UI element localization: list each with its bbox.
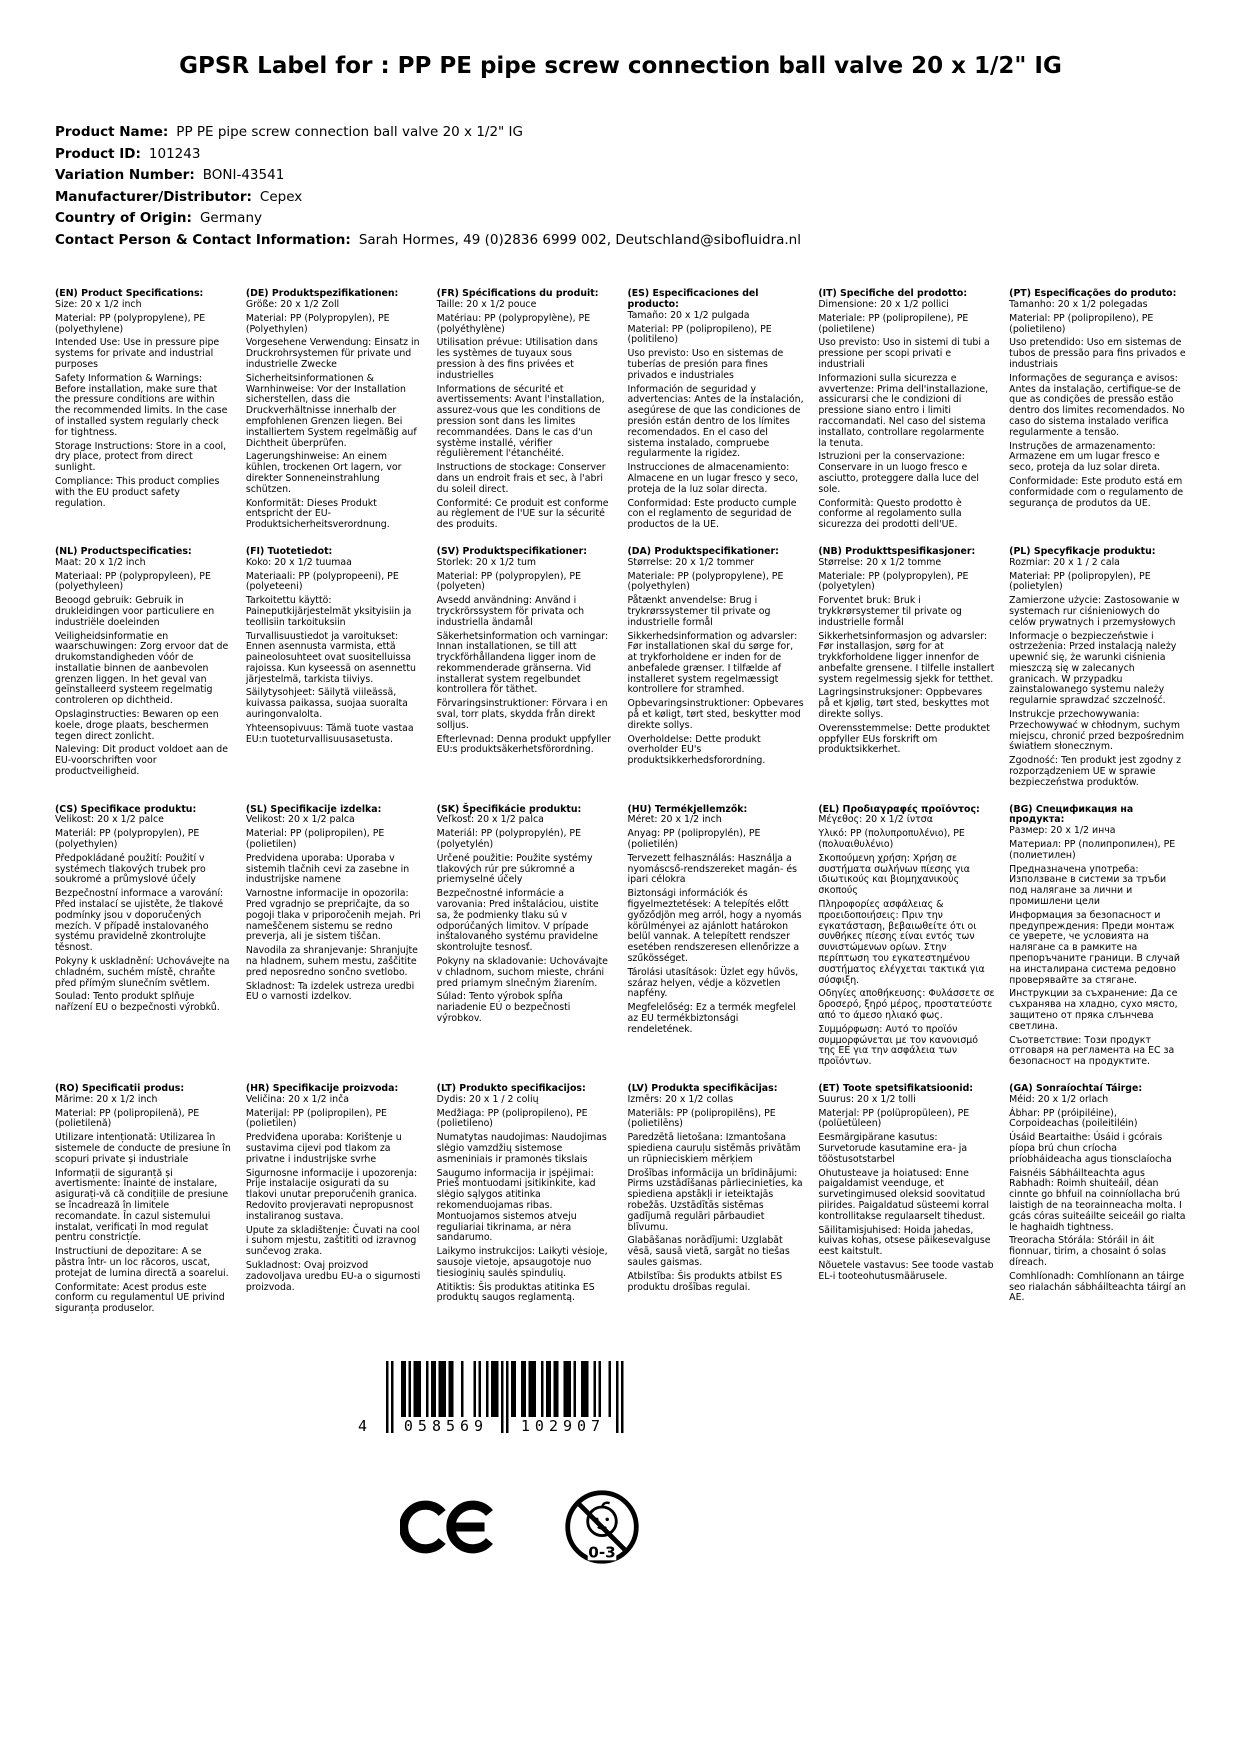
spec-paragraph: Sigurnosne informacije i upozorenja: Prije instalacije osigurati da su tlakovi unutar preporučenih granica. Redovito provjeravati nepropusnost instaliranog sustava. bbox=[245, 1167, 418, 1222]
spec-paragraph: Materiale: PP (polypropylene), PE (polyethylen) bbox=[627, 570, 784, 593]
spec-paragraph: Tarkoitettu käyttö: Paineputkijärjestelmät yksityisiin ja teollisiin tarkoituksiin bbox=[245, 595, 412, 628]
spec-paragraph: Material: PP (polipropileno), PE (polietileno) bbox=[1009, 312, 1154, 335]
spec-paragraph: Atitiktis: Šis produktas atitinka ES produktų saugos reglamentą. bbox=[436, 1281, 595, 1304]
spec-cell-lt bbox=[437, 1084, 614, 1331]
spec-paragraph: Zamierzone użycie: Zastosowanie w systemach rur ciśnieniowych do celów prywatnych i przemysłowych bbox=[1009, 595, 1180, 628]
spec-paragraph: Materiál: PP (polypropylen), PE (polyethylen) bbox=[55, 828, 200, 851]
info-row bbox=[55, 187, 1186, 209]
spec-header: (EL) Προδιαγραφές προϊόντος: bbox=[818, 803, 980, 815]
spec-paragraph: Material: PP (polipropilenă), PE (polietilenă) bbox=[55, 1107, 200, 1130]
spec-paragraph: Glabāšanas norādījumi: Uzglabāt vēsā, sausā vietā, sargāt no tiešas saules gaismas. bbox=[627, 1235, 790, 1268]
info-field-value: PP PE pipe screw connection ball valve 20 x 1/2" IG bbox=[176, 124, 523, 141]
spec-paragraph: Sikkerhedsinformation og advarsler: Før installationen skal du sørge for, at trykforholdene er inden for de anbefalede grænser. I tilfælde af installeret system regelmæssigt kontrollere for stramhed. bbox=[627, 630, 798, 696]
barcode-right-group: 102907 bbox=[520, 1416, 606, 1435]
spec-paragraph: Инструкции за съхранение: Да се съхранява на хладно, сухо място, защитено от пряка слънчева светлина. bbox=[1009, 988, 1178, 1032]
spec-paragraph: Uso previsto: Uso en sistemas de tuberías de presión para fines privados e industriales bbox=[627, 348, 784, 381]
spec-paragraph: Sicherheitsinformationen & Warnhinweise: Vor der Installation sicherstellen, dass die Druckverhältnisse innerhalb der empfohlenen Grenzen liegen. Bei installiertem System regelmäßig auf Dichtheit überprüfen. bbox=[245, 372, 417, 449]
spec-paragraph: Treoracha Stórála: Stóráil in áit fionnuar, tirim, a chosaint ó solas díreach. bbox=[1009, 1235, 1166, 1268]
page-title: GPSR Label for : PP PE pipe screw connection ball valve 20 x 1/2" IG bbox=[179, 53, 1062, 79]
spec-paragraph: Pokyny k uskladnění: Uchovávejte na chladném, suchém místě, chraňte před přímým slunečním světlem. bbox=[55, 956, 230, 989]
spec-paragraph: Materjal: PP (polüpropüleen), PE (polüetüleen) bbox=[818, 1107, 970, 1130]
spec-cell-en bbox=[55, 289, 232, 547]
spec-cell-ga bbox=[1009, 1084, 1186, 1331]
spec-paragraph: Veličina: 20 x 1/2 inča bbox=[245, 1093, 350, 1105]
footer-marks bbox=[400, 1487, 1241, 1567]
spec-paragraph: Materiale: PP (polypropylen), PE (polyetylen) bbox=[818, 570, 969, 593]
spec-paragraph: Overensstemmelse: Dette produktet oppfyller EUs forskrift om produktsikkerhet. bbox=[818, 722, 990, 756]
spec-paragraph: Forventet bruk: Bruk i trykkrørsystemer til private og industrielle formål bbox=[818, 595, 962, 628]
spec-paragraph: Naleving: Dit product voldoet aan de EU-voorschriften voor productveiligheid. bbox=[55, 744, 228, 778]
spec-paragraph: Материал: PP (полипропилен), PE (полиетилен) bbox=[1009, 839, 1176, 861]
spec-paragraph: Material: PP (polypropylene), PE (polyethylene) bbox=[55, 312, 206, 335]
spec-paragraph: Instructiuni de depozitare: A se păstra într- un loc răcoros, uscat, protejat de lumina directă a soarelui. bbox=[55, 1246, 229, 1279]
spec-paragraph: Bezpečnostní informace a varování: Před instalací se ujistěte, že tlakové podmínky jsou v doporučených mezích. V případě instalovaného systému pravidelně zkontrolujte těsnost. bbox=[55, 888, 224, 954]
spec-cell-fr bbox=[437, 289, 614, 547]
spec-paragraph: Material: PP (Polypropylen), PE (Polyethylen) bbox=[245, 312, 390, 335]
spec-paragraph: Laikymo instrukcijos: Laikyti vėsioje, sausoje vietoje, apsaugotoje nuo tiesioginių saulės spindulių. bbox=[436, 1246, 608, 1279]
spec-paragraph: Bezpečnostné informácie a varovania: Pred inštaláciou, uistite sa, že podmienky tlaku sú v odporúčaných limitov. V prípade inštalovaného systému pravidelne skontrolujte tesnosť. bbox=[436, 888, 599, 954]
baby-face-icon bbox=[588, 1507, 617, 1536]
spec-paragraph: Veiligheidsinformatie en waarschuwingen: Zorg ervoor dat de drukomstandigheden vóór de installatie binnen de aanbevolen grenzen liggen. In het geval van geïnstalleerd systeem regelmatig controleren op dichtheid. bbox=[55, 630, 229, 707]
spec-paragraph: Tamanho: 20 x 1/2 polegadas bbox=[1009, 298, 1148, 310]
spec-paragraph: Materiał: PP (polipropylen), PE (polietylen) bbox=[1009, 570, 1151, 593]
spec-paragraph: Size: 20 x 1/2 inch bbox=[55, 298, 142, 310]
spec-paragraph: Μέγεθος: 20 x 1/2 ίντσα bbox=[818, 814, 933, 826]
specs-grid bbox=[55, 289, 1186, 1331]
spec-paragraph: Opbevaringsinstruktioner: Opbevares på et køligt, tørt sted, beskytter mod direkte sollys. bbox=[627, 698, 804, 731]
spec-paragraph: Información de seguridad y advertencias: Antes de la instalación, asegúrese de que las condiciones de presión están dentro de los límites recomendados. En el caso del sistema instalado, compruebe regularmente la rigidez. bbox=[627, 383, 804, 460]
info-field-label: Product ID: bbox=[55, 145, 141, 162]
spec-paragraph: Информация за безопасност и предупреждения: Преди монтаж се уверете, че условията на налягане са в рамките на препоръчаните граници. В случай на инсталирана система редовно проверявайте за стягане. bbox=[1009, 909, 1180, 986]
spec-paragraph: Drošības informācija un brīdinājumi: Pirms uzstādīšanas pārliecinieties, ka spiediena apstākļi ir ieteiktajās robežās. Uzstādītās sistēmas gadījumā regulāri pārbaudiet blīvumu. bbox=[627, 1167, 803, 1233]
spec-header: (HU) Termékjellemzők: bbox=[627, 803, 748, 815]
info-field-value: 101243 bbox=[148, 145, 201, 162]
spec-header: (BG) Спецификация на продукта: bbox=[1009, 803, 1134, 826]
spec-paragraph: Material: PP (polipropilen), PE (polietilen) bbox=[245, 828, 385, 851]
spec-paragraph: Faisnéis Sábháilteachta agus Rabhadh: Roimh shuiteáil, déan cinnte go bhfuil na coinníollacha brú laistigh de na teorainneacha molta. I gcás córas suiteáilte seiceáil go rialta le haghaidh tightness. bbox=[1009, 1167, 1186, 1233]
spec-header: (NL) Productspecificaties: bbox=[55, 545, 192, 557]
info-row bbox=[55, 122, 1186, 144]
barcode bbox=[358, 1361, 624, 1441]
spec-cell-sv bbox=[437, 547, 614, 805]
spec-cell-da bbox=[627, 547, 804, 805]
spec-paragraph: Varnostne informacije in opozorila: Pred vgradnjo se prepričajte, da so pogoji tlaka v priporočenih mejah. Pri nameščenem sistemu se redno preverja, ali je sistem tiščan. bbox=[245, 888, 421, 943]
spec-paragraph: Materijal: PP (polipropilen), PE (polietilen) bbox=[245, 1107, 387, 1130]
spec-cell-nl bbox=[55, 547, 232, 805]
spec-header: (CS) Specifikace produktu: bbox=[55, 803, 197, 815]
info-field-value: Cepex bbox=[259, 188, 303, 205]
spec-paragraph: Yhteensopivuus: Tämä tuote vastaa EU:n tuoteturvallisuusasetusta. bbox=[245, 722, 414, 745]
spec-cell-nb bbox=[818, 547, 995, 805]
spec-paragraph: Atbilstība: Šis produkts atbilst ES produktu drošības regulai. bbox=[627, 1270, 783, 1293]
spec-paragraph: Størrelse: 20 x 1/2 tommer bbox=[627, 556, 755, 568]
spec-paragraph: Größe: 20 x 1/2 Zoll bbox=[245, 298, 340, 310]
spec-paragraph: Konformität: Dieses Produkt entspricht der EU-Produktsicherheitsverordnung. bbox=[245, 497, 390, 531]
spec-header: (SK) Špecifikácie produktu: bbox=[436, 803, 582, 815]
spec-paragraph: Compliance: This product complies with the EU product safety regulation. bbox=[55, 475, 220, 509]
spec-paragraph: Sikkerhetsinformasjon og advarsler: Før installasjon, sørg for at trykkforholdene ligger innenfor de anbefalte grensene. I tilfelle installert system regelmessig sjekk for tetthet. bbox=[818, 630, 995, 685]
spec-header: (GA) Sonraíochtaí Táirge: bbox=[1009, 1082, 1143, 1094]
spec-header: (PT) Especificações do produto: bbox=[1009, 288, 1177, 300]
spec-paragraph: Conformidad: Este producto cumple con el reglamento de seguridad de productos de la UE. bbox=[627, 497, 797, 531]
info-field-label: Contact Person & Contact Information: bbox=[55, 231, 351, 248]
spec-paragraph: Conformidade: Este produto está em conformidade com o regulamento de segurança de produtos da UE. bbox=[1009, 475, 1184, 509]
spec-paragraph: Ohutusteave ja hoiatused: Enne paigaldamist veenduge, et survetingimused oleksid soovitatud piirides. Paigaldatud süsteemi korral kontrollitakse regulaarselt tihedust. bbox=[818, 1167, 989, 1222]
spec-paragraph: Predviđena uporaba: Korištenje u sustavima cijevi pod tlakom za privatne i industrijske svrhe bbox=[245, 1132, 402, 1165]
spec-header: (HR) Specifikacije proizvoda: bbox=[245, 1082, 399, 1094]
spec-paragraph: Informacje o bezpieczeństwie i ostrzeżenia: Przed instalacją należy upewnić się, że warunki ciśnienia mieszczą się w zalecanych granicach. W przypadku zainstalowanego systemu należy regularnie sprawdzać szczelność. bbox=[1009, 630, 1177, 707]
info-field-label: Product Name: bbox=[55, 124, 169, 141]
spec-header: (SL) Specifikacije izdelka: bbox=[245, 803, 382, 815]
spec-paragraph: Lagringsinstruksjoner: Oppbevares på et kjølig, tørt sted, beskyttes mot direkte sollys. bbox=[818, 687, 990, 721]
spec-paragraph: Uso previsto: Uso in sistemi di tubi a pressione per scopi privati e industriali bbox=[818, 337, 990, 370]
spec-cell-hr bbox=[246, 1084, 423, 1331]
spec-paragraph: Συμμόρφωση: Αυτό το προϊόν συμμορφώνεται με τον κανονισμό της ΕΕ για την ασφάλεια των προϊόντων. bbox=[818, 1023, 978, 1068]
spec-cell-de bbox=[246, 289, 423, 547]
spec-paragraph: Instrucciones de almacenamiento: Almacene en un lugar fresco y seco, proteja de la luz solar directa. bbox=[627, 462, 799, 495]
spec-paragraph: Utilisation prévue: Utilisation dans les systèmes de tuyaux sous pression à des fins privées et industrielles bbox=[436, 337, 598, 381]
spec-header: (FR) Spécifications du produit: bbox=[436, 288, 599, 300]
spec-paragraph: Taille: 20 x 1/2 pouce bbox=[436, 298, 537, 310]
spec-header: (ES) Especificaciones del producto: bbox=[627, 288, 759, 310]
spec-paragraph: Comhlíonadh: Comhlíonann an táirge seo rialachán sábháilteachta táirgí an AE. bbox=[1009, 1270, 1186, 1304]
spec-cell-ro bbox=[55, 1084, 232, 1331]
spec-paragraph: Biztonsági információk és figyelmeztetések: A telepítés előtt győződjön meg arról, hogy a nyomás körülményei az ajánlott határokon belül vannak. A telepített rendszer esetében rendszeresen ellenőrizze a szűkösséget. bbox=[627, 888, 802, 965]
info-field-label: Manufacturer/Distributor: bbox=[55, 188, 252, 205]
spec-paragraph: Størrelse: 20 x 1/2 tomme bbox=[818, 556, 942, 568]
spec-header: (LV) Produkta specifikācijas: bbox=[627, 1082, 778, 1094]
spec-paragraph: Säilitamisjuhised: Hoida jahedas, kuivas kohas, otsese päikesevalguse eest kaitstult. bbox=[818, 1224, 991, 1258]
spec-paragraph: Úsáid Beartaithe: Úsáid i gcórais píopa brú chun críocha príobháideacha agus tionsclaíocha bbox=[1009, 1132, 1172, 1165]
spec-paragraph: Numatytas naudojimas: Naudojimas slėgio vamzdžių sistemose asmeniniais ir pramonės tikslais bbox=[436, 1132, 607, 1165]
spec-paragraph: Anyag: PP (polipropylén), PE (polietilén) bbox=[627, 828, 761, 851]
spec-paragraph: Påtænkt anvendelse: Brug i trykrørssystemer til private og industrielle formål bbox=[627, 595, 771, 628]
spec-paragraph: Предназначена употреба: Използване в системи за тръби под налягане за лични и промишлени цели bbox=[1009, 863, 1167, 908]
spec-paragraph: Säilytysohjeet: Säilytä viileässä, kuivassa paikassa, suojaa suoralta auringonvalolta. bbox=[245, 687, 408, 721]
spec-paragraph: Lagerungshinweise: An einem kühlen, trockenen Ort lagern, vor direkter Sonneneinstrahlung schützen. bbox=[245, 451, 402, 495]
spec-paragraph: Suurus: 20 x 1/2 tolli bbox=[818, 1093, 916, 1105]
spec-cell-pl bbox=[1009, 547, 1186, 805]
spec-paragraph: Οδηγίες αποθήκευσης: Φυλάσσετε σε δροσερό, ξηρό μέρος, προστατεύστε από το άμεσο ηλιακό φως. bbox=[818, 988, 995, 1021]
spec-paragraph: Ábhar: PP (próipiléine), Corpoideachas (poileitiléin) bbox=[1009, 1107, 1138, 1130]
spec-header: (DA) Produktspecifikationer: bbox=[627, 545, 779, 557]
spec-paragraph: Tamaño: 20 x 1/2 pulgada bbox=[627, 309, 750, 321]
age-range-label: 0-3 bbox=[588, 1543, 616, 1562]
spec-cell-hu bbox=[627, 805, 804, 1084]
spec-header: (SV) Produktspecifikationer: bbox=[436, 545, 588, 557]
spec-cell-it bbox=[818, 289, 995, 547]
spec-paragraph: Koko: 20 x 1/2 tuumaa bbox=[245, 556, 352, 568]
spec-paragraph: Soulad: Tento produkt splňuje nařízení EU o bezpečnosti výrobků. bbox=[55, 991, 220, 1014]
spec-paragraph: Istruzioni per la conservazione: Conservare in un luogo fresco e asciutto, proteggere dalla luce del sole. bbox=[818, 451, 979, 495]
spec-paragraph: Megfelelőség: Ez a termék megfelel az EU termékbiztonsági rendeletének. bbox=[627, 1002, 796, 1035]
spec-header: (IT) Specifiche del prodotto: bbox=[818, 288, 968, 300]
spec-cell-cs bbox=[55, 805, 232, 1084]
info-row bbox=[55, 165, 1186, 187]
spec-paragraph: Instruções de armazenamento: Armazene em um lugar fresco e seco, proteja da luz solar direta. bbox=[1009, 440, 1161, 474]
spec-paragraph: Veľkosť: 20 x 1/2 palca bbox=[436, 814, 544, 826]
spec-paragraph: Storlek: 20 x 1/2 tum bbox=[436, 556, 537, 568]
spec-paragraph: Upute za skladištenje: Čuvati na cool i suhom mjestu, zaštititi od izravnog sunčevog zraka. bbox=[245, 1224, 420, 1258]
spec-paragraph: Informații de siguranță și avertismente: Înainte de instalare, asigurați-vă că condițiile de presiune se încadrează în limitele recomandate. În cazul sistemului instalat, verificați în mod regulat pentru constricție. bbox=[55, 1167, 229, 1244]
spec-paragraph: Safety Information & Warnings: Before installation, make sure that the pressure conditions are within the recommended limits. In the case of installed system regularly check for tightness. bbox=[55, 372, 228, 438]
spec-paragraph: Vorgesehene Verwendung: Einsatz in Druckrohrsystemen für private und industrielle Zwecke bbox=[245, 337, 420, 370]
spec-paragraph: Rozmiar: 20 x 1 / 2 cala bbox=[1009, 556, 1120, 568]
spec-paragraph: Skladnost: Ta izdelek ustreza uredbi EU o varnosti izdelkov. bbox=[245, 980, 415, 1003]
spec-paragraph: Размер: 20 x 1/2 инча bbox=[1009, 825, 1116, 837]
spec-header: (NB) Produkttspesifikasjoner: bbox=[818, 545, 976, 557]
spec-paragraph: Materiāls: PP (polipropilēns), PE (polietilēns) bbox=[627, 1107, 776, 1130]
spec-paragraph: Materiaali: PP (polypropeeni), PE (polyeteeni) bbox=[245, 570, 399, 593]
spec-paragraph: Medžiaga: PP (polipropileno), PE (polietileno) bbox=[436, 1107, 588, 1130]
spec-paragraph: Förvaringsinstruktioner: Förvara i en sval, torr plats, skydda från direkt solljus. bbox=[436, 698, 608, 731]
spec-paragraph: Instrukcje przechowywania: Przechowywać w chłodnym, suchym miejscu, chronić przed bezpośrednim światłem słonecznym. bbox=[1009, 709, 1185, 753]
spec-paragraph: Maat: 20 x 1/2 inch bbox=[55, 556, 146, 568]
spec-paragraph: Conformité: Ce produit est conforme au règlement de l'UE sur la sécurité des produits. bbox=[436, 497, 609, 531]
spec-paragraph: Méid: 20 x 1/2 orlach bbox=[1009, 1093, 1109, 1105]
spec-paragraph: Zgodność: Ten produkt jest zgodny z rozporządzeniem UE w sprawie bezpieczeństwa produktów. bbox=[1009, 755, 1182, 788]
spec-cell-sk bbox=[437, 805, 614, 1084]
spec-paragraph: Navodila za shranjevanje: Shranjujte na hladnem, suhem mestu, zaščitite pred neposredno sončno svetlobo. bbox=[245, 945, 418, 978]
spec-cell-sl bbox=[246, 805, 423, 1084]
spec-paragraph: Beoogd gebruik: Gebruik in drukleidingen voor particuliere en industriële doeleinden bbox=[55, 595, 215, 628]
info-field-label: Country of Origin: bbox=[55, 210, 192, 227]
spec-cell-pt bbox=[1009, 289, 1186, 547]
spec-paragraph: Materiale: PP (polipropilene), PE (polietilene) bbox=[818, 312, 969, 335]
spec-paragraph: Intended Use: Use in pressure pipe systems for private and industrial purposes bbox=[55, 337, 220, 370]
spec-paragraph: Säkerhetsinformation och varningar: Innan installationen, se till att tryckförhållandena ligger inom de rekommenderade gränserna. Vid installerat system regelbundet kontrollera för täthet. bbox=[436, 630, 609, 696]
spec-paragraph: Materiál: PP (polypropylén), PE (polyetylén) bbox=[436, 828, 582, 851]
spec-paragraph: Tervezett felhasználás: Használja a nyomáscső-rendszereket magán- és ipari célokra bbox=[627, 852, 797, 886]
spec-paragraph: Pokyny na skladovanie: Uchovávajte v chladnom, suchom mieste, chráni pred priamym slnečným žiarením. bbox=[436, 956, 608, 989]
spec-paragraph: Nõuetele vastavus: See toode vastab EL-i tooteohutusmäärusele. bbox=[818, 1259, 994, 1282]
spec-paragraph: Υλικό: PP (πολυπροπυλένιο), PE (πολυαιθυλένιο) bbox=[818, 828, 965, 851]
spec-paragraph: Material: PP (polypropylen), PE (polyeten) bbox=[436, 570, 582, 593]
spec-paragraph: Instructions de stockage: Conserver dans un endroit frais et sec, à l'abri du soleil direct. bbox=[436, 462, 606, 495]
spec-header: (PL) Specyfikacje produktu: bbox=[1009, 545, 1156, 557]
info-row bbox=[55, 230, 1186, 252]
ce-mark-icon bbox=[400, 1494, 500, 1560]
spec-header: (LT) Produkto specifikacijos: bbox=[436, 1082, 586, 1094]
spec-paragraph: Informações de segurança e avisos: Antes da instalação, certifique-se de que as condições de pressão estão dentro dos limites recomendados. No caso do sistema instalado verifica regularmente a tensão. bbox=[1009, 372, 1185, 438]
spec-header: (ET) Toote spetsifikatsioonid: bbox=[818, 1082, 974, 1094]
spec-paragraph: Informazioni sulla sicurezza e avvertenze: Prima dell'installazione, assicurarsi che le condizioni di pressione siano entro i limiti raccomandati. Nel caso del sistema installato, controllare regolarmente la tenuta. bbox=[818, 372, 989, 449]
spec-paragraph: Efterlevnad: Denna produkt uppfyller EU:s produktsäkerhetsförordning. bbox=[436, 733, 611, 756]
spec-paragraph: Storage Instructions: Store in a cool, dry place, protect from direct sunlight. bbox=[55, 440, 227, 474]
spec-header: (DE) Produktspezifikationen: bbox=[245, 288, 399, 300]
spec-paragraph: Určené použitie: Použite systémy tlakových rúr pre súkromné a priemyselné účely bbox=[436, 852, 593, 886]
spec-paragraph: Σκοπούμενη χρήση: Χρήση σε συστήματα σωλήνων πίεσης για ιδιωτικούς και βιομηχανικούς σκοπούς bbox=[818, 852, 970, 897]
info-field-value: BONI-43541 bbox=[202, 167, 285, 184]
spec-cell-el bbox=[818, 805, 995, 1084]
spec-cell-et bbox=[818, 1084, 995, 1331]
spec-header: (RO) Specificatii produs: bbox=[55, 1082, 185, 1094]
spec-paragraph: Paredzētā lietošana: Izmantošana spiediena cauruļu sistēmās privātām un rūpnieciskiem mērķiem bbox=[627, 1132, 801, 1165]
spec-paragraph: Velikost: 20 x 1/2 palca bbox=[245, 814, 355, 826]
spec-paragraph: Matériau: PP (polypropylène), PE (polyéthylène) bbox=[436, 312, 591, 335]
info-field-value: Sarah Hormes, 49 (0)2836 6999 002, Deutschland@sibofluidra.nl bbox=[358, 231, 801, 248]
spec-paragraph: Předpokládané použití: Použití v systémech tlakových trubek pro soukromé a průmyslové účely bbox=[55, 852, 206, 886]
spec-paragraph: Izmērs: 20 x 1/2 collas bbox=[627, 1093, 734, 1105]
spec-cell-lv bbox=[627, 1084, 804, 1331]
spec-header: (FI) Tuotetiedot: bbox=[245, 545, 333, 557]
spec-cell-bg bbox=[1009, 805, 1186, 1084]
spec-header: (EN) Product Specifications: bbox=[55, 288, 204, 300]
spec-paragraph: Avsedd användning: Använd i tryckrörssystem för privata och industriella ändamål bbox=[436, 595, 585, 628]
spec-paragraph: Dydis: 20 x 1 / 2 colių bbox=[436, 1093, 539, 1105]
spec-paragraph: Dimensione: 20 x 1/2 pollici bbox=[818, 298, 949, 310]
spec-paragraph: Utilizare intenționată: Utilizarea în sistemele de conducte de presiune în scopuri private și industriale bbox=[55, 1132, 231, 1165]
product-info bbox=[55, 122, 1186, 251]
spec-paragraph: Sukladnost: Ovaj proizvod zadovoljava uredbu EU-a o sigurnosti proizvoda. bbox=[245, 1259, 421, 1293]
spec-paragraph: Tárolási utasítások: Üzlet egy hűvös, száraz helyen, védje a közvetlen napfény. bbox=[627, 966, 799, 1000]
spec-cell-fi bbox=[246, 547, 423, 805]
barcode-left-group: 058569 bbox=[403, 1416, 489, 1435]
info-row bbox=[55, 144, 1186, 166]
spec-paragraph: Mărime: 20 x 1/2 inch bbox=[55, 1093, 158, 1105]
spec-paragraph: Material: PP (polipropileno), PE (politileno) bbox=[627, 323, 772, 346]
spec-paragraph: Opslaginstructies: Bewaren op een koele, droge plaats, beschermen tegen direct zonlicht. bbox=[55, 709, 219, 742]
spec-paragraph: Uso pretendido: Uso em sistemas de tubos de pressão para fins privados e industriais bbox=[1009, 337, 1186, 370]
spec-paragraph: Súlad: Tento výrobok spĺňa nariadenie EÚ o bezpečnosti výrobkov. bbox=[436, 991, 571, 1024]
spec-paragraph: Съответствие: Този продукт отговаря на регламента на ЕС за безопасност на продуктите. bbox=[1009, 1034, 1175, 1068]
spec-paragraph: Materiaal: PP (polypropyleen), PE (polyethyleen) bbox=[55, 570, 211, 593]
spec-paragraph: Conformitate: Acest produs este conform cu regulamentul UE privind siguranța produselor. bbox=[55, 1281, 225, 1315]
spec-paragraph: Méret: 20 x 1/2 inch bbox=[627, 814, 722, 826]
spec-paragraph: Saugumo informacija ir įspėjimai: Prieš montuodami įsitikinkite, kad slėgio sąlygos atitinka rekomenduojamas ribas. Montuojamos sistemos atveju reguliariai tikrinama, ar nėra sandarumo. bbox=[436, 1167, 596, 1244]
spec-paragraph: Predvidena uporaba: Uporaba v sistemih tlačnih cevi za zasebne in industrijske namene bbox=[245, 852, 410, 886]
info-field-value: Germany bbox=[199, 210, 262, 227]
spec-paragraph: Πληροφορίες ασφάλειας & προειδοποιήσεις: Πριν την εγκατάσταση, βεβαιωθείτε ότι οι συνθήκες πίεσης είναι εντός των συνιστώμενων ορίων. Στην περίπτωση του εγκατεστημένου συστήματος ελέγχεται τακτικά για σύσφιξη. bbox=[818, 899, 985, 986]
spec-paragraph: Conformità: Questo prodotto è conforme al regolamento sulla sicurezza dei prodotti dell'UE. bbox=[818, 497, 962, 531]
spec-paragraph: Eesmärgipärane kasutus: Survetorude kasutamine era- ja tööstusotstarbel bbox=[818, 1132, 968, 1165]
barcode-first-digit: 4 bbox=[358, 1416, 368, 1435]
info-row bbox=[55, 208, 1186, 230]
spec-paragraph: Turvallisuustiedot ja varoitukset: Ennen asennusta varmista, että paineolosuhteet ovat suositelluissa rajoissa. Kun kyseessä on asennettu järjestelmä, tarkista tiiviys. bbox=[245, 630, 416, 685]
spec-paragraph: Overholdelse: Dette produkt overholder EU's produktsikkerhedsforordning. bbox=[627, 733, 766, 767]
spec-paragraph: Velikost: 20 x 1/2 palce bbox=[55, 814, 164, 826]
info-field-label: Variation Number: bbox=[55, 167, 195, 184]
spec-cell-es bbox=[627, 289, 804, 547]
spec-paragraph: Informations de sécurité et avertissements: Avant l'installation, assurez-vous que les conditions de pression sont dans les limites recommandées. Dans le cas d'un système installé, vérifier régulièrement l'étanchéité. bbox=[436, 383, 605, 460]
age-warning-0-3-icon bbox=[562, 1487, 642, 1567]
